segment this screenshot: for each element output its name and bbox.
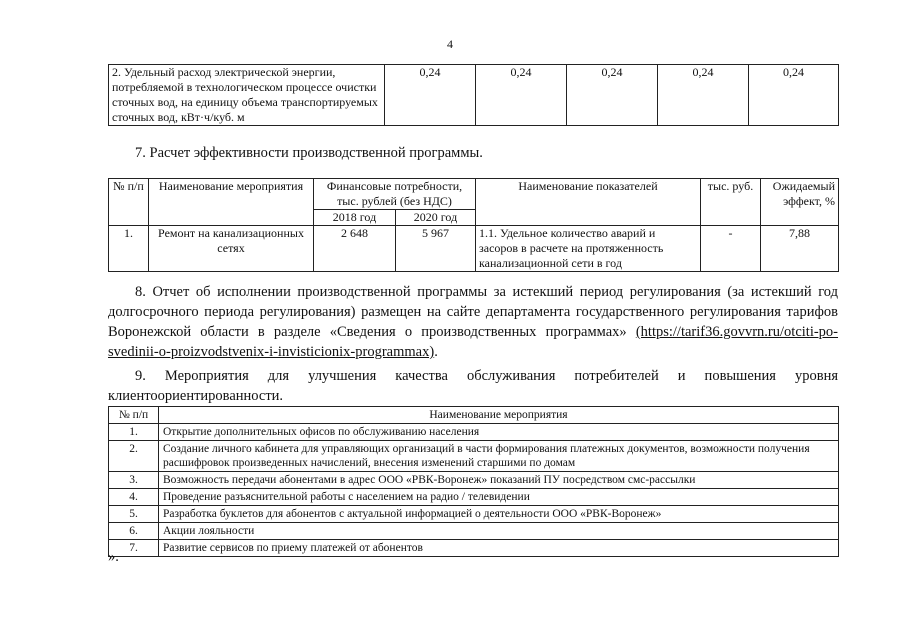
table-row bbox=[109, 489, 839, 506]
header-name: Наименование мероприятия bbox=[159, 407, 839, 424]
section8-paragraph bbox=[108, 282, 838, 362]
header-effect: Ожидаемый эффект, % bbox=[761, 179, 839, 226]
row-year-2018: 2 648 bbox=[314, 226, 396, 272]
page-number: 4 bbox=[447, 37, 453, 51]
section8-link[interactable]: (https://tarif36.govvrn.ru/otciti-po-svedinii-o-proizvodstvenix-i-invisticionix-programmax) bbox=[108, 324, 839, 360]
row-text: Акции лояльности bbox=[159, 523, 839, 540]
section7-heading: 7. Расчет эффективности производственной программы. bbox=[135, 145, 483, 161]
closing-quote: ». bbox=[108, 549, 119, 565]
row-text: Разработка буклетов для абонентов с актуальной информацией о деятельности ООО «РВК-Воронеж» bbox=[159, 506, 839, 523]
efficiency-table bbox=[108, 178, 839, 272]
table-row bbox=[109, 65, 839, 126]
energy-value: 0,24 bbox=[385, 65, 476, 126]
table-row bbox=[109, 523, 839, 540]
row-text: Открытие дополнительных офисов по обслуживанию населения bbox=[159, 424, 839, 441]
row-num: 7. bbox=[109, 540, 159, 557]
row-num: 2. bbox=[109, 441, 159, 472]
header-year-2018: 2018 год bbox=[314, 210, 396, 226]
energy-value: 0,24 bbox=[567, 65, 658, 126]
table-row bbox=[109, 472, 839, 489]
table-row bbox=[109, 540, 839, 557]
row-effect: 7,88 bbox=[761, 226, 839, 272]
section9-heading: 9. Мероприятия для улучшения качества обслуживания потребителей и повышения уровня клиентоориентированности. bbox=[108, 368, 838, 404]
section8-period: . bbox=[434, 344, 438, 360]
row-text: Возможность передачи абонентами в адрес ООО «РВК-Воронеж» показаний ПУ посредством смс-рассылки bbox=[159, 472, 839, 489]
energy-value: 0,24 bbox=[658, 65, 749, 126]
row-indicator: 1.1. Удельное количество аварий и засоров в расчете на протяженность канализационной сети в год bbox=[476, 226, 701, 272]
table-row bbox=[109, 424, 839, 441]
row-text: Развитие сервисов по приему платежей от абонентов bbox=[159, 540, 839, 557]
row-num: 6. bbox=[109, 523, 159, 540]
header-num: № п/п bbox=[109, 179, 149, 226]
energy-value: 0,24 bbox=[749, 65, 839, 126]
table-row bbox=[109, 441, 839, 472]
table-header-row bbox=[109, 407, 839, 424]
header-unit: тыс. руб. bbox=[701, 179, 761, 226]
header-indicator: Наименование показателей bbox=[476, 179, 701, 226]
service-measures-table bbox=[108, 406, 839, 557]
header-name: Наименование мероприятия bbox=[149, 179, 314, 226]
energy-table bbox=[108, 64, 839, 126]
row-unit: - bbox=[701, 226, 761, 272]
energy-row-label: 2. Удельный расход электрической энергии, потребляемой в технологическом процессе очистки сточных вод, на единицу объема транспортируемых сточных вод, кВт·ч/куб. м bbox=[109, 65, 385, 126]
table-header-row bbox=[109, 179, 839, 210]
row-text: Создание личного кабинета для управляющих организаций в части формирования платежных документов, возможности получения расшифровок произведенных начислений, внесения изменений старшими по домам bbox=[159, 441, 839, 472]
row-num: 3. bbox=[109, 472, 159, 489]
row-num: 5. bbox=[109, 506, 159, 523]
table-row bbox=[109, 506, 839, 523]
header-finance: Финансовые потребности, тыс. рублей (без НДС) bbox=[314, 179, 476, 210]
row-num: 1. bbox=[109, 226, 149, 272]
header-year-2020: 2020 год bbox=[396, 210, 476, 226]
row-num: 4. bbox=[109, 489, 159, 506]
row-text: Проведение разъяснительной работы с населением на радио / телевидении bbox=[159, 489, 839, 506]
row-year-2020: 5 967 bbox=[396, 226, 476, 272]
table-row bbox=[109, 226, 839, 272]
header-num: № п/п bbox=[109, 407, 159, 424]
row-num: 1. bbox=[109, 424, 159, 441]
energy-value: 0,24 bbox=[476, 65, 567, 126]
section8-text: 8. Отчет об исполнении производственной программы за истекший период регулирования (за истекший год долгосрочного периода регулирования) размещен на сайте департамента государственного регулирования тарифов Воронежской области в разделе «Сведения о производственных программах» bbox=[108, 284, 838, 340]
row-name: Ремонт на канализационных сетях bbox=[149, 226, 314, 272]
